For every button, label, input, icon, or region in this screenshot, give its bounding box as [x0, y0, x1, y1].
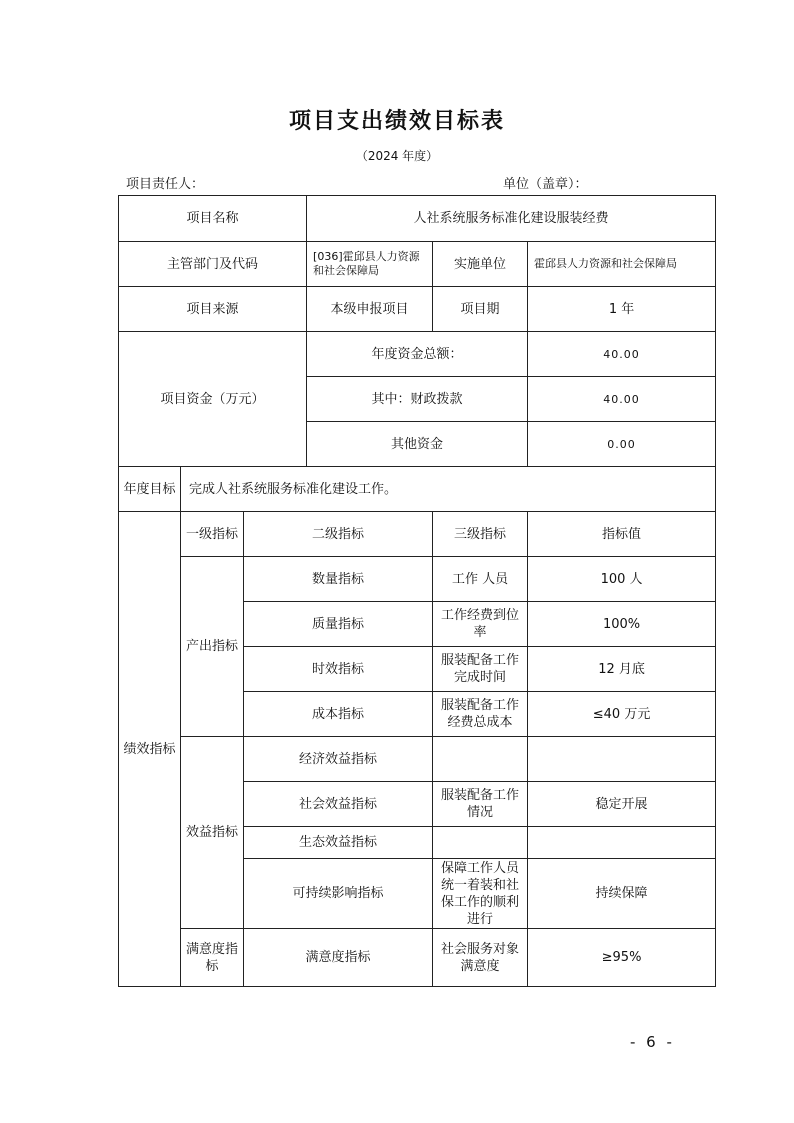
output-l2: 数量指标: [244, 557, 433, 602]
performance-table: [118, 195, 716, 987]
output-l2: 成本指标: [244, 692, 433, 737]
dept-label: 主管部门及代码: [119, 242, 307, 287]
unit-seal-label: 单位（盖章）：: [503, 177, 588, 192]
benefit-label: 效益指标: [181, 737, 244, 929]
benefit-value: [528, 827, 716, 859]
benefit-l3: [433, 827, 528, 859]
responsible-label: 项目责任人：: [126, 177, 205, 192]
funds-fiscal-label: 其中：财政拨款: [307, 377, 528, 422]
output-l2: 时效指标: [244, 647, 433, 692]
benefit-l2: 经济效益指标: [244, 737, 433, 782]
satisfy-l2: 满意度指标: [244, 929, 433, 987]
benefit-l2: 社会效益指标: [244, 782, 433, 827]
benefit-l3: 服装配备工作情况: [433, 782, 528, 827]
goal-label: 年度目标: [119, 467, 181, 512]
output-l3: 工作经费到位率: [433, 602, 528, 647]
funds-label: 项目资金（万元）: [119, 332, 307, 467]
funds-total-value: 40.00: [528, 332, 716, 377]
project-name-value: 人社系统服务标准化建设服装经费: [307, 196, 716, 242]
project-name-label: 项目名称: [119, 196, 307, 242]
header-value: 指标值: [528, 512, 716, 557]
period-value: 1 年: [528, 287, 716, 332]
benefit-l3: 保障工作人员统一着装和社保工作的顺利进行: [433, 859, 528, 929]
header-level3: 三级指标: [433, 512, 528, 557]
output-l3: 服装配备工作经费总成本: [433, 692, 528, 737]
benefit-value: 稳定开展: [528, 782, 716, 827]
benefit-l2: 可持续影响指标: [244, 859, 433, 929]
output-l3: 服装配备工作完成时间: [433, 647, 528, 692]
output-value: 100 人: [528, 557, 716, 602]
perf-label: 绩效指标: [119, 512, 181, 987]
header-level1: 一级指标: [181, 512, 244, 557]
impl-value: 霍邱县人力资源和社会保障局: [528, 242, 716, 287]
benefit-l3: [433, 737, 528, 782]
output-value: ≤40 万元: [528, 692, 716, 737]
satisfy-l3: 社会服务对象满意度: [433, 929, 528, 987]
output-l2: 质量指标: [244, 602, 433, 647]
output-value: 100%: [528, 602, 716, 647]
header-level2: 二级指标: [244, 512, 433, 557]
impl-label: 实施单位: [433, 242, 528, 287]
goal-value: 完成人社系统服务标准化建设工作。: [181, 467, 716, 512]
output-value: 12 月底: [528, 647, 716, 692]
year-label: （2024 年度）: [355, 149, 439, 163]
funds-other-value: 0.00: [528, 422, 716, 467]
benefit-value: [528, 737, 716, 782]
page-number: - 6 -: [630, 1033, 675, 1051]
output-l3: 工作 人员: [433, 557, 528, 602]
funds-fiscal-value: 40.00: [528, 377, 716, 422]
satisfy-label: 满意度指标: [181, 929, 244, 987]
period-label: 项目期: [433, 287, 528, 332]
benefit-l2: 生态效益指标: [244, 827, 433, 859]
output-label: 产出指标: [181, 557, 244, 737]
funds-other-label: 其他资金: [307, 422, 528, 467]
funds-total-label: 年度资金总额：: [307, 332, 528, 377]
benefit-value: 持续保障: [528, 859, 716, 929]
source-value: 本级申报项目: [307, 287, 433, 332]
satisfy-value: ≥95%: [528, 929, 716, 987]
source-label: 项目来源: [119, 287, 307, 332]
dept-value: [036]霍邱县人力资源和社会保障局: [307, 242, 433, 287]
page-title: 项目支出绩效目标表: [288, 109, 505, 134]
